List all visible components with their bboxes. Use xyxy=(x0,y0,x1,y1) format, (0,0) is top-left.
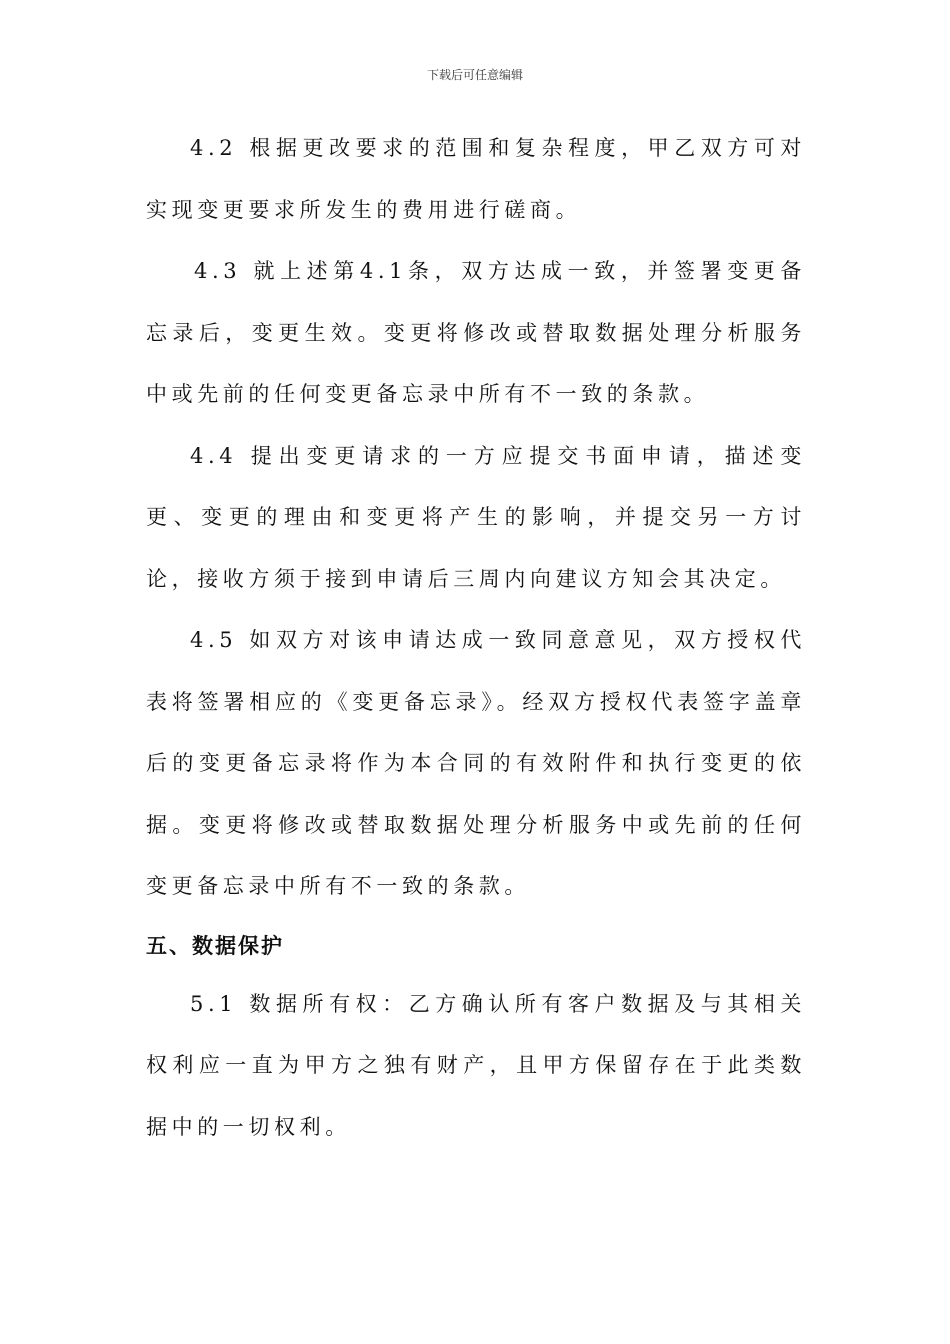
document-body xyxy=(146,118,806,1158)
clause-4-4: 4.4 提出变更请求的一方应提交书面申请，描述变更、变更的理由和变更将产生的影响，并提交另一方讨论，接收方须于接到申请后三周内向建议方知会其决定。 xyxy=(146,443,806,591)
clause-4-5: 4.5 如双方对该申请达成一致同意意见，双方授权代表将签署相应的《变更备忘录》。经双方授权代表签字盖章后的变更备忘录将作为本合同的有效附件和执行变更的依据。变更将修改或替取数据处理分析服务中或先前的任何变更备忘录中所有不一致的条款。 xyxy=(146,628,806,898)
clause-4-3: 4.3 就上述第4.1条，双方达成一致，并签署变更备忘录后，变更生效。变更将修改或替取数据处理分析服务中或先前的任何变更备忘录中所有不一致的条款。 xyxy=(146,259,806,406)
clause-4-2: 4.2 根据更改要求的范围和复杂程度，甲乙双方可对实现变更要求所发生的费用进行磋商。 xyxy=(146,136,806,222)
clause-5-1: 5.1 数据所有权：乙方确认所有客户数据及与其相关权利应一直为甲方之独有财产，且甲方保留存在于此类数据中的一切权利。 xyxy=(146,991,806,1139)
section-5-heading: 五、数据保护 xyxy=(146,933,284,958)
header-note: 下载后可任意编辑 xyxy=(426,68,523,82)
